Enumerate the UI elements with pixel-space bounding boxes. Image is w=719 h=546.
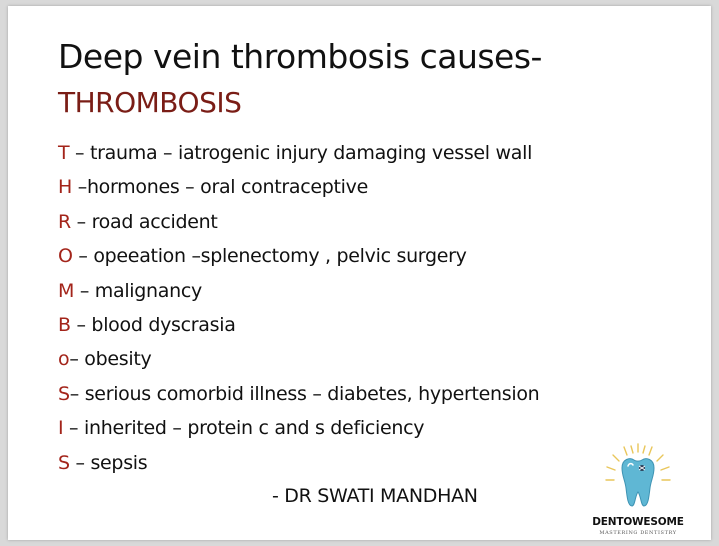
brand-tagline: MASTERING DENTISTRY [599,530,677,536]
brand-name: DENTOWESOME [592,516,684,528]
mnemonic-letter: H [58,176,72,199]
mnemonic-text: – malignancy [74,279,202,302]
list-item [58,413,539,447]
mnemonic-text: – opeeation –splenectomy , pelvic surgery [72,245,467,268]
mnemonic-text: – blood dyscrasia [70,313,236,336]
mnemonic-letter: O [58,245,73,268]
mnemonic-text: – obesity [69,348,152,371]
list-item [58,172,539,206]
mnemonic-letter: S [58,382,70,405]
mnemonic-list [58,138,539,482]
list-item [58,207,539,241]
mnemonic-text: – trauma – iatrogenic injury damaging vessel wall [69,142,533,164]
author-credit: - DR SWATI MANDHAN [272,485,478,507]
mnemonic-text: – inherited – protein c and s deficiency [63,417,425,440]
list-item [58,310,539,344]
mnemonic-letter: o [58,348,70,371]
mnemonic-text: – sepsis [69,451,148,474]
slide [8,6,711,540]
list-item [58,448,539,482]
slide-title: Deep vein thrombosis causes- [58,37,542,76]
mnemonic-text: – road accident [70,210,218,233]
mnemonic-text: – serious comorbid illness – diabetes, hypertension [69,382,540,405]
list-item [58,241,539,275]
mnemonic-letter: I [58,417,64,440]
list-item [58,138,539,172]
mnemonic-letter: S [58,451,70,474]
mnemonic-word: THROMBOSIS [58,86,242,119]
mnemonic-letter: R [58,210,71,233]
mnemonic-letter: T [58,142,70,164]
tooth-icon [598,442,678,514]
mnemonic-text: –hormones – oral contraceptive [72,176,368,199]
brand-logo [578,442,698,538]
mnemonic-letter: M [58,279,75,302]
mnemonic-letter: B [58,313,71,336]
list-item [58,379,539,413]
list-item [58,276,539,310]
list-item [58,344,539,378]
